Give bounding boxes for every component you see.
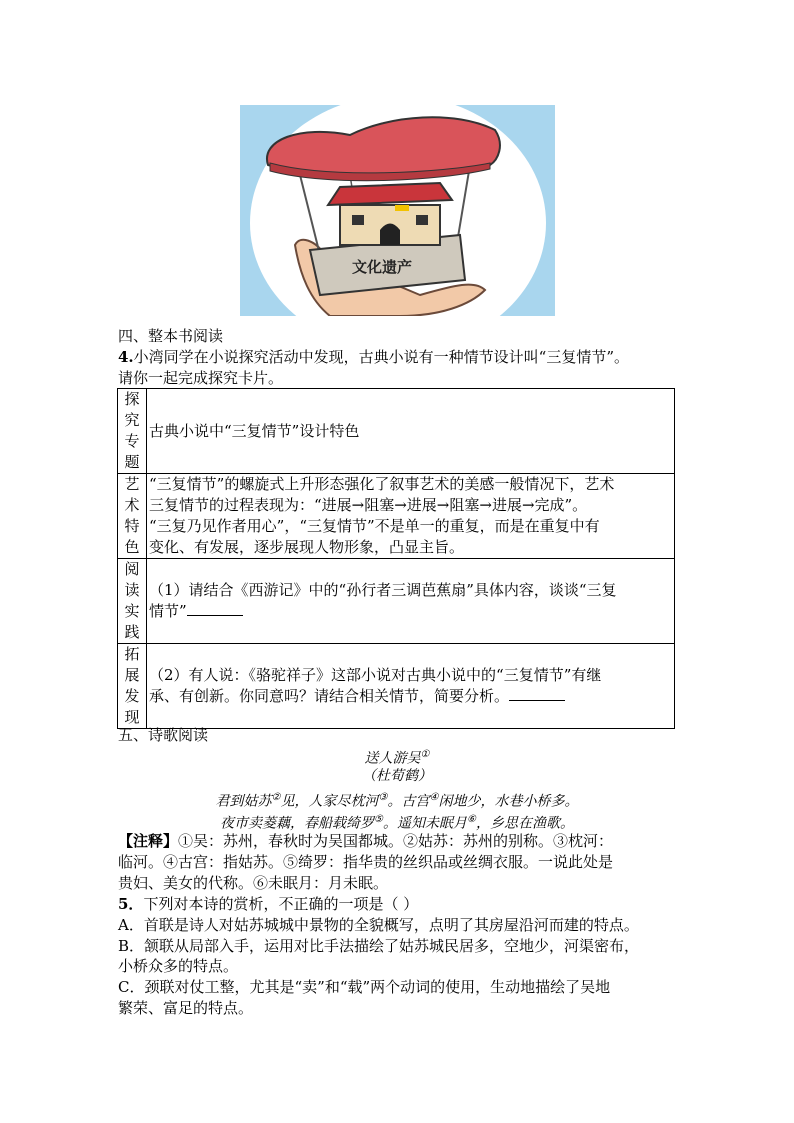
question-5-number: 5． <box>118 895 144 913</box>
card-art-line: “三复情节”的螺旋式上升形态强化了叙事艺术的美感一般情况下，艺术 <box>149 475 615 493</box>
card-art-line: “三复乃见作者用心”，“三复情节”不是单一的重复，而是在重复中有 <box>149 517 600 535</box>
option-a[interactable]: A．首联是诗人对姑苏城城中景物的全貌概写，点明了其房屋沿河而建的特点。 <box>118 916 639 934</box>
question-4-text: 小湾同学在小说探究活动中发现，古典小说有一种情节设计叫“三复情节”。 <box>133 348 630 366</box>
card-practice-line: （1）请结合《西游记》中的“孙行者三调芭蕉扇”具体内容，谈谈“三复 <box>149 581 617 599</box>
poem-author: （杜荀鹤） <box>362 768 432 784</box>
question-4-text-line2: 请你一起完成探究卡片。 <box>118 369 284 387</box>
poem-title: 送人游吴① <box>364 749 430 767</box>
card-row-art-feature <box>118 474 675 559</box>
poem-line-1: 君到姑苏②见，人家尽枕河③。古宫④闲地少，水巷小桥多。 <box>215 792 579 810</box>
notes-line-1: 【注释】①吴：苏州，春秋时为吴国都城。②姑苏：苏州的别称。③枕河： <box>118 832 614 850</box>
card-label-art-feature: 艺术特色 <box>124 475 140 556</box>
option-c[interactable]: C．颈联对仗工整，尤其是“卖”和“载”两个动词的使用，生动地描绘了吴地 <box>118 978 611 996</box>
card-label-extended-discovery: 拓展发现 <box>124 645 140 726</box>
section-4-title: 四、整本书阅读 <box>118 327 224 345</box>
option-b[interactable]: B．颔联从局部入手，运用对比手法描绘了姑苏城民居多，空地少，河渠密布， <box>118 937 640 955</box>
notes-label: 【注释】 <box>118 832 179 850</box>
section-5-title: 五、诗歌阅读 <box>118 726 209 744</box>
question-4-number: 4. <box>118 348 134 366</box>
notes-line-2: 临河。④古宫：指姑苏。⑤绮罗：指华贵的丝织品或丝绸衣服。一说此处是 <box>118 853 614 871</box>
card-row-topic <box>118 389 675 474</box>
inquiry-card-table <box>117 388 675 729</box>
card-label-topic: 探究专题 <box>124 390 140 471</box>
question-4-text-line1 <box>118 347 629 367</box>
card-topic-text: 古典小说中“三复情节”设计特色 <box>149 421 360 440</box>
question-5-text: 5．下列对本诗的赏析，不正确的一项是（ ） <box>118 895 419 913</box>
card-art-line: 三复情节的过程表现为：“进展→阻塞→进展→阻塞→进展→完成”。 <box>149 496 588 514</box>
answer-blank-2[interactable] <box>509 686 565 701</box>
option-c-cont: 繁荣、富足的特点。 <box>118 999 254 1017</box>
card-label-reading-practice: 阅读实践 <box>124 560 140 641</box>
answer-blank-1[interactable] <box>187 601 243 616</box>
card-discovery-line2: 承、有创新。你同意吗？请结合相关情节，简要分析。 <box>149 686 672 707</box>
card-discovery-line: （2）有人说：《骆驼祥子》这部小说对古典小说中的“三复情节”有继 <box>149 666 602 684</box>
card-practice-line2: 情节” <box>149 601 672 622</box>
card-art-line: 变化、有发展，逐步展现人物形象，凸显主旨。 <box>149 538 465 556</box>
card-row-reading-practice <box>118 559 675 644</box>
cultural-heritage-illustration <box>240 105 555 316</box>
sign-text: 文化遗产 <box>352 258 413 276</box>
option-b-cont: 小桥众多的特点。 <box>118 957 239 975</box>
notes-line-3: 贵妇、美女的代称。⑥未眠月：月未眠。 <box>118 874 389 892</box>
card-row-extended-discovery <box>118 644 675 729</box>
heritage-hand-house-image <box>240 105 555 316</box>
poem-line-2: 夜市卖菱藕，春船载绮罗⑤。遥知未眠月⑥，乡思在渔歌。 <box>220 814 574 832</box>
